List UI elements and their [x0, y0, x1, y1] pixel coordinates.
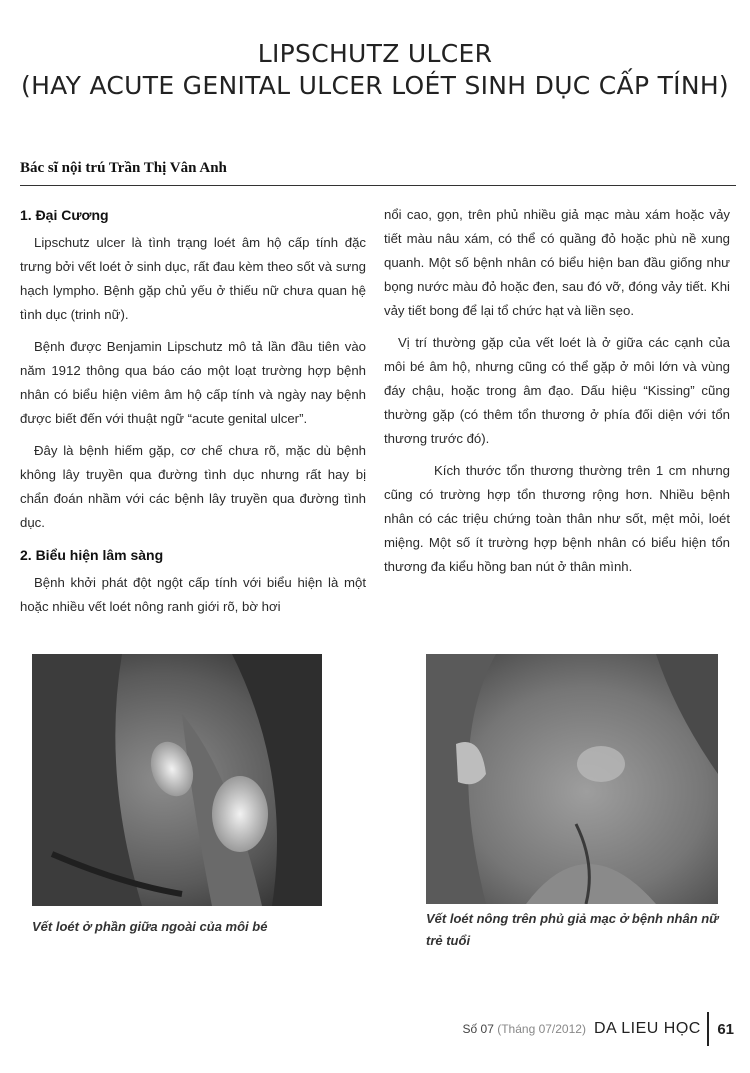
page-footer	[463, 1013, 734, 1045]
section-1-heading: 1. Đại Cương	[20, 207, 109, 223]
section-1-paragraph-2: Bệnh được Benjamin Lipschutz mô tả lần đầu tiên vào năm 1912 thông qua báo cáo một loạt trường hợp bệnh nhân có biểu hiện viêm âm hộ cấp tính và ngày nay bệnh được biết đến với thuật ngữ “acute genital ulcer”.	[20, 339, 366, 426]
clinical-photo-1	[32, 654, 322, 906]
section-2-paragraph-start: Bệnh khởi phát đột ngột cấp tính với biểu hiện là một hoặc nhiều vết loét nông ranh giới rõ, bờ hơi	[20, 575, 366, 614]
clinical-photo-2	[426, 654, 718, 904]
journal-name: DA LIEU HỌC	[593, 1020, 701, 1037]
byline-divider	[20, 185, 736, 186]
section-2-heading: 2. Biểu hiện lâm sàng	[20, 547, 164, 563]
section-2-paragraph-location: Vị trí thường gặp của vết loét là ở giữa các cạnh của môi bé âm hộ, nhưng cũng có thể gặp ở môi lớn và vùng đáy chậu, hoặc trong âm đạo. Dấu hiệu “Kissing” cũng thường gặp (có thêm tổn thương ở phía đối diện với tổn thương trước đó).	[384, 335, 730, 446]
photo-1-caption: Vết loét ở phần giữa ngoài của môi bé	[32, 919, 268, 934]
title-line-1: LIPSCHUTZ ULCER	[257, 39, 493, 68]
page-number: 61	[717, 1020, 734, 1038]
section-2-paragraph-size: Kích thước tổn thương thường trên 1 cm nhưng cũng có trường hợp tổn thương rộng hơn. Nhiều bệnh nhân có các triệu chứng toàn thân như sốt, mệt mỏi, loét miệng. Một số ít trường hợp bệnh nhân có biểu hiện tổn thương đa kiểu hồng ban nút ở thân mình.	[384, 463, 730, 574]
section-1-paragraph-3: Đây là bệnh hiếm gặp, cơ chế chưa rõ, mặc dù bệnh không lây truyền qua đường tình dục nhưng rất hay bị chẩn đoán nhầm với các bệnh lây truyền qua đường tình dục.	[20, 443, 366, 530]
clinical-photo-1-image	[32, 654, 322, 906]
author-byline: Bác sĩ nội trú Trần Thị Vân Anh	[20, 160, 227, 176]
right-column	[384, 203, 730, 587]
left-column	[20, 203, 366, 627]
issue-date: (Tháng 07/2012)	[497, 1022, 586, 1036]
issue-info	[463, 1022, 586, 1036]
photo-2-caption: Vết loét nông trên phủ giả mạc ở bệnh nhân nữ trẻ tuổi	[426, 911, 719, 948]
section-1-paragraph-1: Lipschutz ulcer là tình trạng loét âm hộ cấp tính đặc trưng bởi vết loét ở sinh dục, rất đau kèm theo sốt và sưng hạch lympho. Bệnh gặp chủ yếu ở thiếu nữ chưa quan hệ tình dục (trinh nữ).	[20, 235, 366, 322]
article-title	[0, 38, 750, 102]
footer-divider	[707, 1012, 710, 1046]
issue-number: Số 07	[462, 1022, 494, 1036]
section-2-paragraph-continued: nổi cao, gọn, trên phủ nhiều giả mạc màu xám hoặc vảy tiết màu nâu xám, có thể có quầng đỏ hoặc phù nề xung quanh. Một số bệnh nhân có biểu hiện ban đầu giống như bọng nước màu đỏ hoặc đen, sau đó vỡ, đóng vảy tiết. Khi vảy tiết bong để lại tổ chức hạt và liền sẹo.	[384, 207, 730, 318]
title-line-2: (HAY ACUTE GENITAL ULCER LOÉT SINH DỤC CẤP TÍNH)	[21, 71, 729, 100]
clinical-photo-2-image	[426, 654, 718, 904]
